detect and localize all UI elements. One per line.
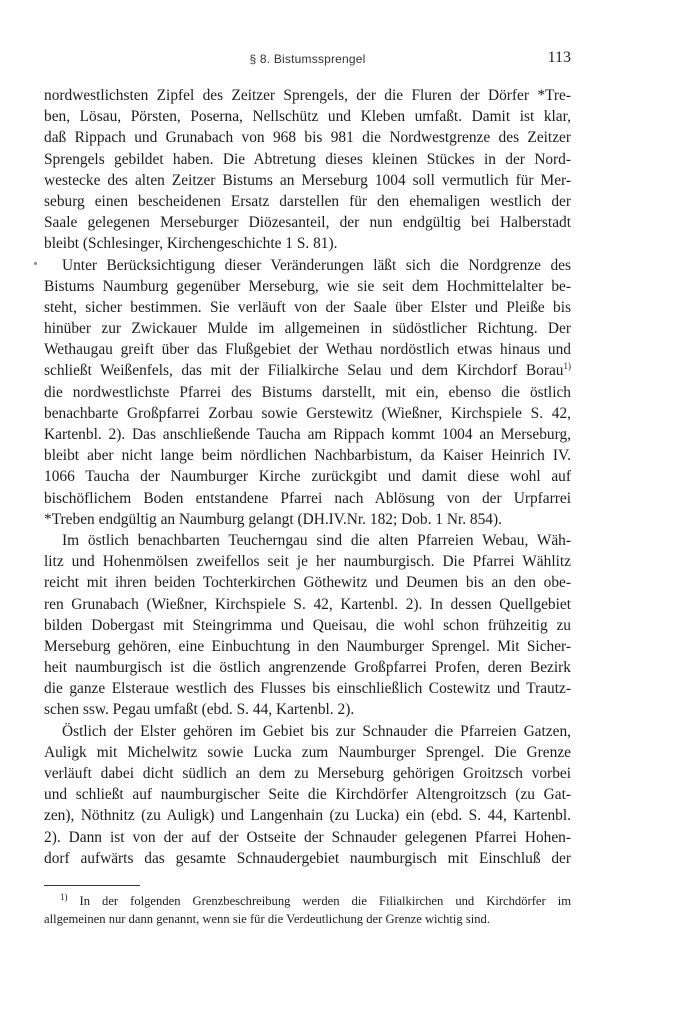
margin-dot xyxy=(34,262,37,265)
footnote-text: In der folgenden Grenzbeschreibung werden die Filialkirchen und Kirchdörfer im xyxy=(79,894,571,908)
text-line: westecke des alten Zeitzer Bistums an Merseburg 1004 soll vermutlich für Mer- xyxy=(44,171,571,189)
text-line: dorf aufwärts das gesamte Schnaudergebiet naumburgisch mit Einschluß der xyxy=(44,849,571,867)
text-line: nordwestlichsten Zipfel des Zeitzer Sprengels, der die Fluren der Dörfer *Tre- xyxy=(44,87,571,104)
running-header xyxy=(44,49,571,71)
text-line: bleibt aber nicht lange beim nördlichen Nachbarbistum, da Kaiser Heinrich IV. xyxy=(44,447,571,465)
text-line: und schließt auf naumburgischer Seite die Kirchdörfer Altengroitzsch (zu Gat- xyxy=(44,786,571,804)
paragraph-start: Im östlich benachbarten Teucherngau sind die alten Pfarreien Webau, Wäh- xyxy=(62,531,571,549)
text-line: verläuft dabei dicht südlich an dem zu Merseburg gehörigen Groitzsch vorbei xyxy=(44,765,571,782)
text-line: Saale gelegenen Merseburger Diözesanteil, der nun endgültig bei Halberstadt xyxy=(44,214,571,232)
paragraph-start: Unter Berücksichtigung dieser Veränderungen läßt sich die Nordgrenze des xyxy=(62,256,571,274)
footnote-marker: 1) xyxy=(60,891,68,902)
text-line: die nordwestlichste Pfarrei des Bistums darstellt, mit ein, ebenso die östlich xyxy=(44,383,571,401)
text-line: *Treben endgültig an Naumburg gelangt (DH.IV.Nr. 182; Dob. 1 Nr. 854). xyxy=(44,510,502,528)
text-line: seburg einen bescheidenen Ersatz darstellen für den ehemaligen westlich der xyxy=(44,192,571,210)
text-line: die ganze Elsteraue westlich des Flusses bis einschließlich Costewitz und Trautz- xyxy=(44,680,571,698)
paragraph-start: Östlich der Elster gehören im Gebiet bis zur Schnauder die Pfarreien Gatzen, xyxy=(62,722,571,740)
text-line: bleibt (Schlesinger, Kirchengeschichte 1 S. 81). xyxy=(44,235,338,253)
text-fragment: schließt Weißenfels, das mit der Filialkirche Selau und dem Kirchdorf Borau xyxy=(44,362,564,380)
text-line: heit naumburgisch ist die östlich angrenzende Großpfarrei Profen, deren Bezirk xyxy=(44,659,571,677)
text-line: Merseburg gehören, eine Einbuchtung in den Naumburger Sprengel. Mit Sicher- xyxy=(44,637,571,655)
text-line: Kartenbl. 2). Das anschließende Taucha am Rippach kommt 1004 an Merseburg, xyxy=(44,426,571,443)
text-line: benachbarte Großpfarrei Zorbau sowie Gerstewitz (Wießner, Kirchspiele S. 42, xyxy=(44,404,571,422)
text-line: daß Rippach und Grunabach von 968 bis 981 die Nordwestgrenze des Zeitzer xyxy=(44,129,571,147)
text-line: zen), Nöthnitz (zu Auligk) und Langenhain (zu Lucka) ein (ebd. S. 44, Kartenbl. xyxy=(44,807,571,825)
text-line: bilden Dobergast mit Steingrimma und Queisau, die wohl schon frühzeitig zu xyxy=(44,616,571,634)
text-line: hinüber zur Zwickauer Mulde im allgemeinen in südöstlicher Richtung. Der xyxy=(44,320,571,338)
text-line: Wethaugau greift über das Flußgebiet der Wethau nordöstlich etwas hinaus und xyxy=(44,341,571,359)
text-line: schen ssw. Pegau umfaßt (ebd. S. 44, Kartenbl. 2). xyxy=(44,701,355,719)
text-line: Bistums Naumburg gegenüber Merseburg, wie sie seit dem Hochmittelalter be- xyxy=(44,277,571,295)
text-line-with-footnote-ref xyxy=(44,360,571,381)
body-text xyxy=(44,85,571,869)
text-line: litz und Hohenmölsen zweifellos seit je her naumburgisch. Die Pfarrei Wählitz xyxy=(44,553,571,571)
text-line: steht, sicher bestimmen. Sie verläuft von der Saale über Elster und Pleiße bis xyxy=(44,298,571,316)
footnote-rule xyxy=(44,885,140,886)
text-line: Auligk mit Michelwitz sowie Lucka zum Naumburger Sprengel. Die Grenze xyxy=(44,743,571,761)
text-line: ben, Lösau, Pörsten, Poserna, Nellschütz und Kleben umfaßt. Damit ist klar, xyxy=(44,108,571,126)
text-line: bischöflichem Boden entstandene Pfarrei nach Ablösung von der Urpfarrei xyxy=(44,489,571,507)
footnote-line: allgemeinen nur dann genannt, wenn sie für die Verdeutlichung der Grenze wichtig sind. xyxy=(44,911,491,926)
footnote-reference[interactable]: 1) xyxy=(563,361,571,372)
text-line: Sprengels gebildet haben. Die Abtretung dieses kleinen Stückes in der Nord- xyxy=(44,150,571,168)
footnote-line xyxy=(44,893,571,911)
text-line: ren Grunabach (Wießner, Kirchspiele S. 42, Kartenbl. 2). In dessen Quellgebiet xyxy=(44,595,571,613)
text-line: 2). Dann ist von der auf der Ostseite der Schnauder gelegenen Pfarrei Hohen- xyxy=(44,828,571,846)
text-line: reicht mit ihren beiden Tochterkirchen Göthewitz und Deumen bis an den obe- xyxy=(44,574,571,592)
page-number: 113 xyxy=(547,49,571,66)
section-title: § 8. Bistumssprengel xyxy=(249,52,366,66)
text-line: 1066 Taucha der Naumburger Kirche zurückgibt und damit diese wohl auf xyxy=(44,468,571,486)
footnote xyxy=(44,893,571,928)
